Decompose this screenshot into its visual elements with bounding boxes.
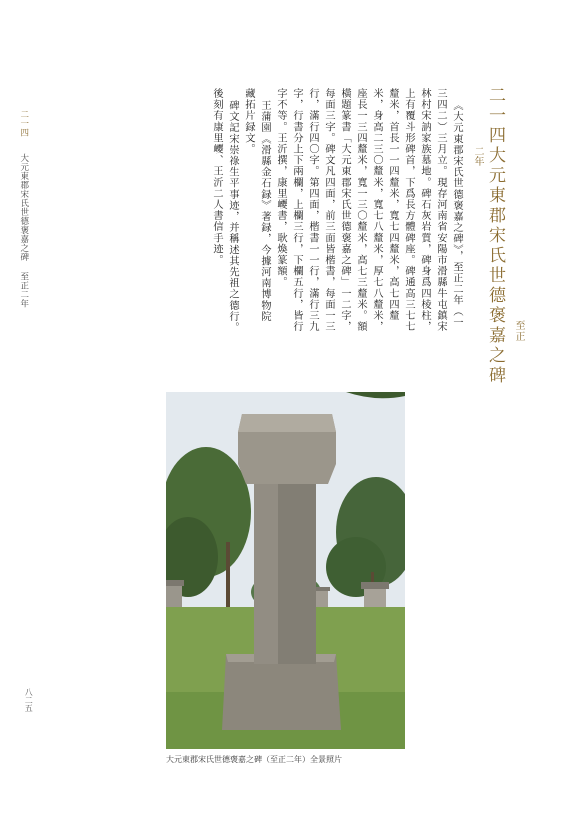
body-column: 三四二）三月立。現存河南省安陽市滑縣牛屯鎮宋 xyxy=(435,88,446,333)
body-column: 藏拓片録文。 xyxy=(243,88,254,155)
entry-title: 大元東郡宋氏世德褒嘉之碑 xyxy=(485,146,505,386)
body-column: 《大元東郡宋氏世德褒嘉之碑》，至正二年（一 xyxy=(451,100,462,328)
entry-number: 二一四 xyxy=(485,86,505,146)
running-header-number: 二一四 xyxy=(18,110,29,137)
body-column: 王蒲園《滑縣金石録》著録，今據河南博物院 xyxy=(259,100,270,322)
body-column: 釐米，首長一一四釐米，寬七四釐米，高七四釐 xyxy=(387,88,398,322)
entry-date-line1: 至正 xyxy=(513,320,524,342)
body-column: 每面三字。碑文凡四面，前三面皆楷書，每面一三 xyxy=(323,88,334,333)
body-column: 字，行書分上下兩欄，上欄三行，下欄五行，皆行 xyxy=(291,88,302,333)
photo-caption: 大元東郡宋氏世德褒嘉之碑（至正二年）全景照片 xyxy=(166,755,342,764)
body-column: 行，滿行四〇字。第四面，楷書一一行，滿行三九 xyxy=(307,88,318,333)
page-number: 八二五 xyxy=(24,688,34,712)
stele-photo xyxy=(166,392,405,749)
body-column: 米，身高二三〇釐米，寬七八釐米，厚七八釐米， xyxy=(371,88,382,333)
running-header-title: 大元東郡宋氏世德褒嘉之碑 至正二年 xyxy=(18,153,29,308)
body-column: 林村宋訥家族墓地。碑石灰岩質，碑身爲四棱柱， xyxy=(419,88,430,333)
body-column: 上有覆斗形碑首，下爲長方體碑座。碑通高三七七 xyxy=(403,88,414,333)
body-column: 字不等。王沂撰，康里巎書，耿煥篆額。 xyxy=(275,88,286,288)
body-column: 座長一三四釐米，寬一三〇釐米，高七三釐米。額 xyxy=(355,88,366,333)
body-column: 後刻有康里巎、王沂二人書信手迹。 xyxy=(211,88,222,266)
body-column: 碑文記宋崇祿生平事迹，并稱述其先祖之德行。 xyxy=(227,100,238,334)
stele-illustration xyxy=(166,392,405,749)
entry-date-line2: 二年 xyxy=(472,146,483,166)
body-column: 橫題篆書「大元東郡宋氏世德褒嘉之碑」一二字， xyxy=(339,88,350,333)
running-header xyxy=(18,110,28,308)
